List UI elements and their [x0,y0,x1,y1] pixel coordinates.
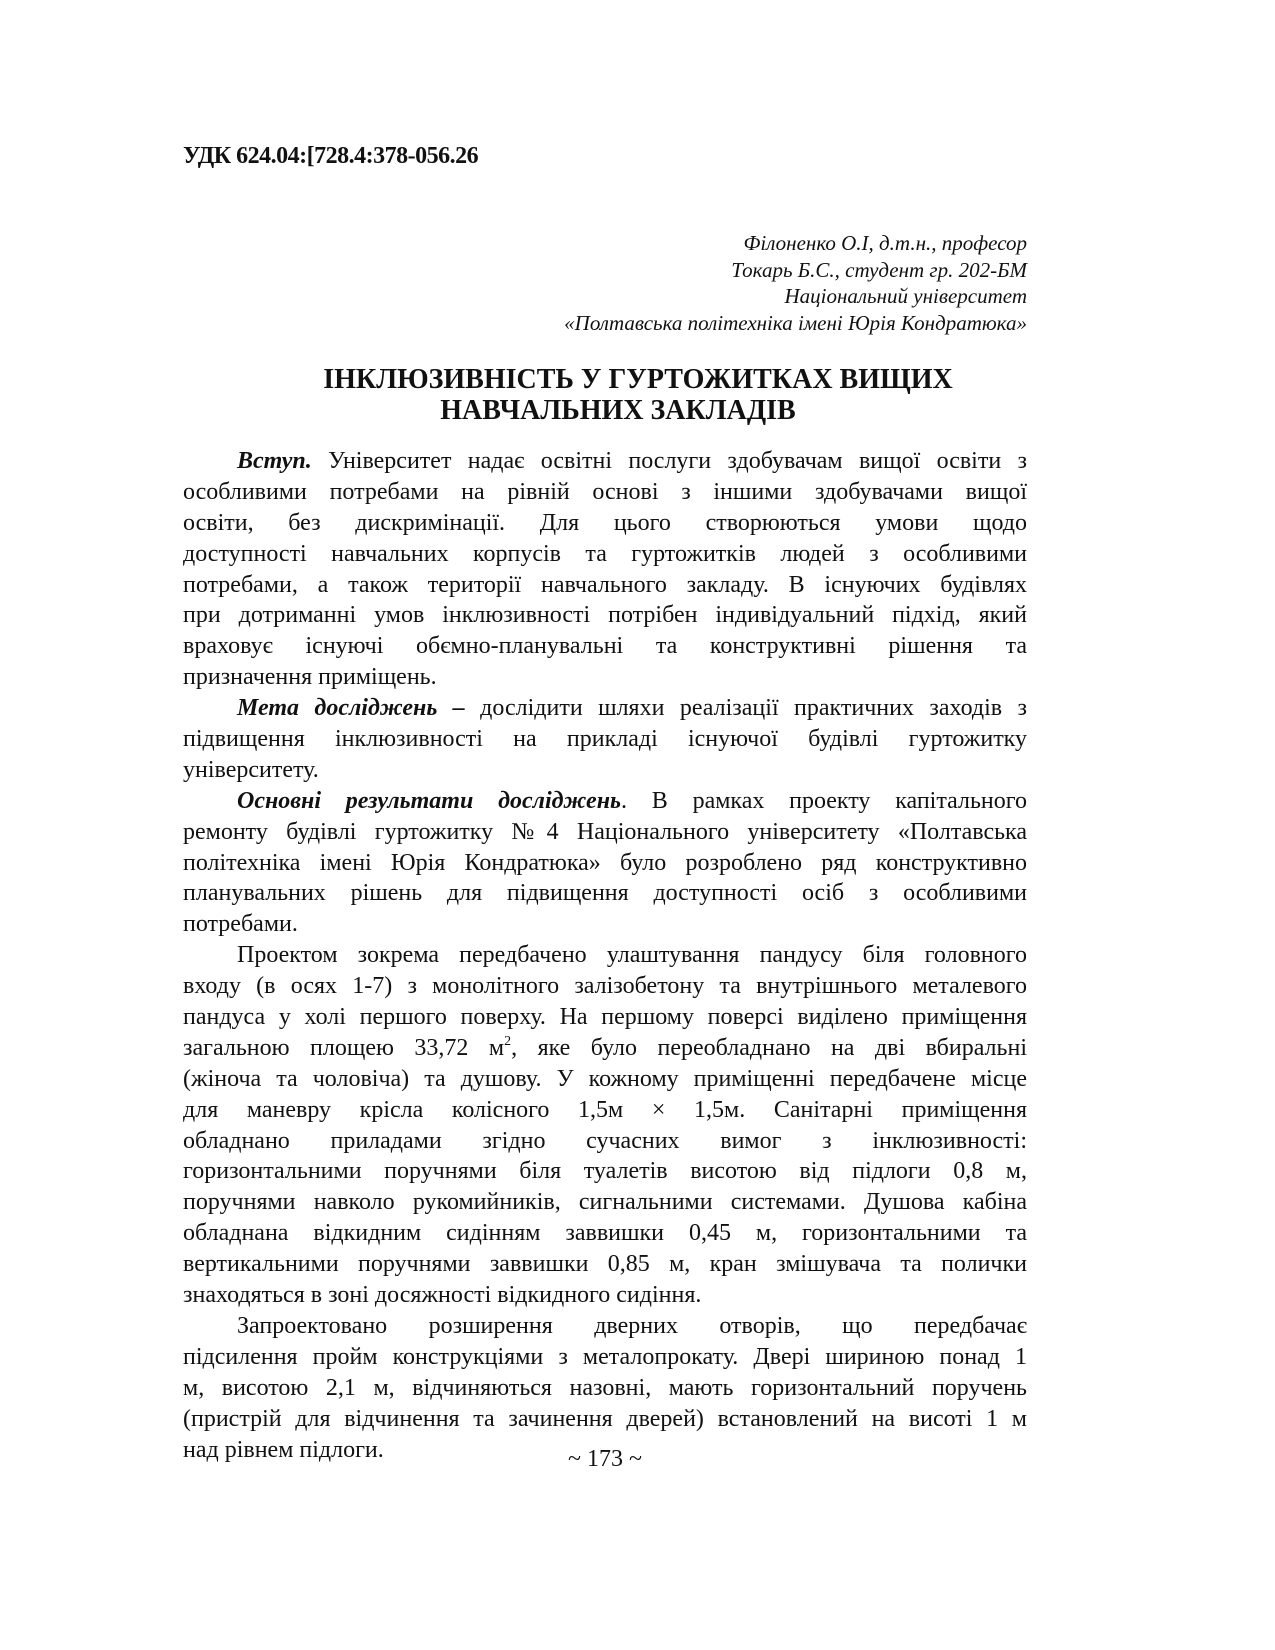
text-line: підвищення інклюзивності на прикладі існуючої будівлі гуртожитку [183,726,1027,753]
text-line: пандуса у холі першого поверху. На першому поверсі виділено приміщення [183,1004,1027,1031]
text-line: поручнями навколо рукомийників, сигнальними системами. Душова кабіна [183,1189,1027,1216]
section-lead: Основні результати досліджень [237,787,622,814]
page-number: ~ 173 ~ [568,1446,642,1472]
paragraph [183,786,1027,940]
text-run: Університет надає освітні послуги здобувачам вищої освіти з [311,448,1027,474]
text-line: знаходяться в зоні досяжності відкидного сидіння. [183,1282,702,1309]
text-run: . В рамках проекту капітального [621,787,1028,814]
text-line: горизонтальними поручнями біля туалетів висотою від підлоги 0,8 м, [183,1158,1027,1185]
text-line [183,446,1027,477]
text-line: особливими потребами на рівній основі з іншими здобувачами вищої [183,478,1027,505]
author-2: Токарь Б.С., студент гр. 202-БМ [731,257,1027,282]
text-line [183,786,1027,817]
affiliation-name: «Полтавська політехніка імені Юрія Кондратюка» [564,310,1027,335]
author-1: Філоненко О.І, д.т.н., професор [743,231,1027,255]
title-line: ІНКЛЮЗИВНІСТЬ У ГУРТОЖИТКАХ ВИЩИХ [323,364,953,395]
text-line [183,1033,1027,1064]
text-line: вертикальними поручнями заввишки 0,85 м, кран змішувача та полички [183,1251,1027,1278]
text-line: обладнана відкидним сидінням заввишки 0,45 м, горизонтальними та [183,1220,1027,1247]
text-line: потребами. [183,911,298,938]
paragraph [183,446,1027,693]
text-line: Проектом зокрема передбачено улаштування пандусу біля головного [237,942,1027,969]
text-line: м, висотою 2,1 м, відчиняються назовні, мають горизонтальний поручень [183,1374,1027,1401]
affiliation: Національний університет [784,284,1027,308]
text-line: враховує існуючі обємно-планувальні та конструктивні рішення та [183,633,1027,660]
paragraph [183,1311,1027,1465]
text-line: (жіноча та чоловіча) та душову. У кожному приміщенні передбачене місце [183,1065,1027,1092]
text-run: дослідити шляхи реалізації практичних заходів з [464,695,1027,722]
text-line: ремонту будівлі гуртожитку №4 Національного університету «Полтавська [183,818,1027,845]
text-line: (пристрій для відчинення та зачинення дверей) встановлений на висоті 1 м [183,1405,1027,1432]
section-lead: Вступ. [237,448,312,474]
section-lead: Мета досліджень – [237,695,465,722]
article-title [183,364,1093,426]
text-line: Запроектовано розширення дверних отворів, що передбачає [237,1312,1027,1339]
text-run: загальною площею 33,72 м [183,1034,505,1061]
paragraph [183,693,1027,786]
text-line: доступності навчальних корпусів та гуртожитків людей з особливими [183,540,1027,567]
text-line: освіти, без дискримінації. Для цього створюються умови щодо [183,509,1027,536]
text-line: обладнано приладами згідно сучасних вимог з інклюзивності: [183,1127,1027,1154]
author-block [564,230,1027,336]
title-line: НАВЧАЛЬНИХ ЗАКЛАДІВ [440,395,796,426]
text-line: потребами, а також території навчального закладу. В існуючих будівлях [183,571,1027,598]
text-line: університету. [183,756,319,783]
text-line: планувальних рішень для підвищення доступності осіб з особливими [183,880,1027,907]
text-line: для маневру крісла колісного 1,5м × 1,5м. Санітарні приміщення [183,1096,1027,1123]
text-line: при дотриманні умов інклюзивності потрібен індивідуальний підхід, який [183,602,1027,629]
text-line: входу (в осях 1-7) з монолітного залізобетону та внутрішнього металевого [183,973,1027,1000]
text-line: політехніка імені Юрія Кондратюка» було розроблено ряд конструктивно [183,849,1027,876]
text-run: , яке було переобладнано на дві вбиральні [511,1034,1027,1061]
text-line: над рівнем підлоги. [183,1436,384,1463]
text-line [183,693,1027,724]
text-line: підсилення пройм конструкціями з металопрокату. Двері шириною понад 1 [183,1343,1027,1370]
paragraph [183,940,1027,1311]
text-line: призначення приміщень. [183,664,437,691]
article-body [183,446,1027,1465]
superscript: 2 [504,1033,512,1049]
udk-code: УДК 624.04:[728.4:378-056.26 [183,143,479,169]
